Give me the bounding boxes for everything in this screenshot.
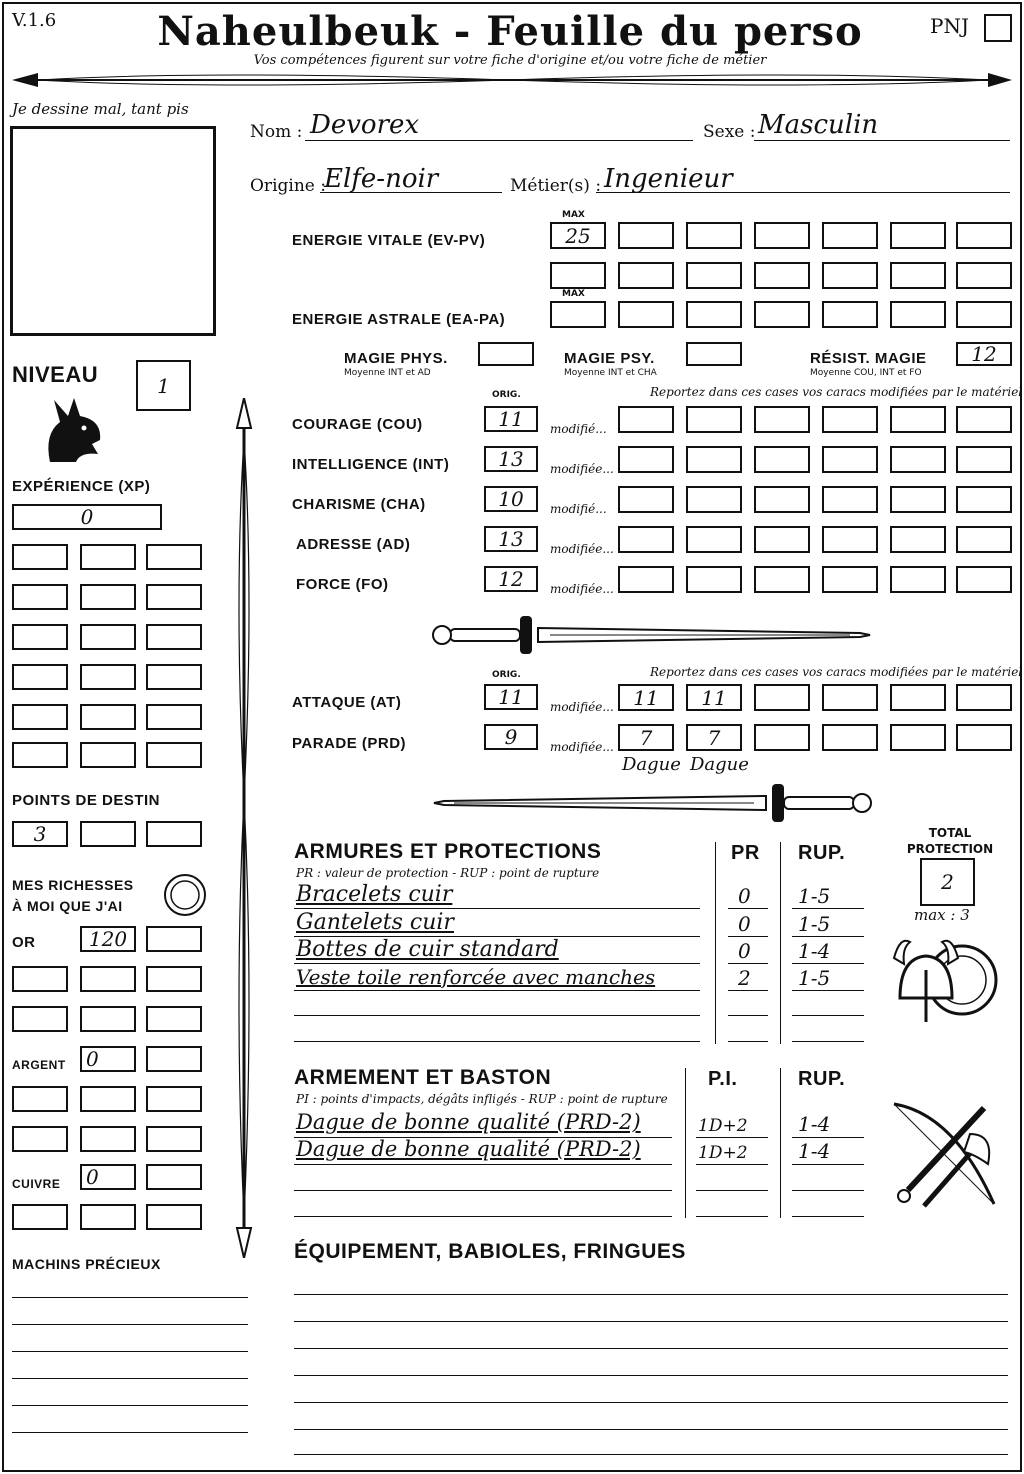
destiny-label: POINTS DE DESTIN: [12, 792, 161, 809]
stat-mod-box[interactable]: [618, 446, 674, 473]
weapon-item-name[interactable]: Dague de bonne qualité (PRD-2): [296, 1110, 641, 1134]
destiny-box[interactable]: [146, 821, 202, 847]
xp-grid-box[interactable]: [80, 544, 136, 570]
ev-box[interactable]: [822, 262, 878, 289]
level-box[interactable]: 1: [136, 360, 191, 411]
ev-label: ENERGIE VITALE (EV-PV): [292, 232, 486, 249]
combat-col2-note: Dague: [690, 754, 749, 775]
copper-box[interactable]: [80, 1204, 136, 1230]
armor-item-name[interactable]: Gantelets cuir: [296, 910, 454, 935]
stat-mod-box[interactable]: [618, 406, 674, 433]
spear-vertical-icon: [232, 398, 256, 1258]
silver-box[interactable]: [12, 1126, 68, 1152]
stat-mod-box[interactable]: [890, 486, 946, 513]
combat-mod-box[interactable]: [754, 724, 810, 751]
sword-icon: [430, 780, 874, 826]
treasures-label: MACHINS PRÉCIEUX: [12, 1256, 161, 1272]
npc-label: PNJ: [930, 14, 969, 38]
gold-box[interactable]: [12, 966, 68, 992]
equipment-line: [294, 1429, 1008, 1430]
xp-grid-box[interactable]: [80, 584, 136, 610]
xp-grid-box[interactable]: [12, 544, 68, 570]
armor-item-name[interactable]: Bracelets cuir: [296, 882, 453, 907]
combat-mod-box[interactable]: 7: [618, 724, 674, 751]
copper-box[interactable]: [12, 1204, 68, 1230]
silver-box[interactable]: [12, 1086, 68, 1112]
armor-item-rup[interactable]: 1-4: [798, 939, 831, 963]
combat-mod-box[interactable]: [956, 724, 1012, 751]
stat-mod-box[interactable]: [890, 526, 946, 553]
treasures-line: [12, 1324, 248, 1325]
ea-max-box[interactable]: [550, 301, 606, 328]
xp-grid-box[interactable]: [80, 664, 136, 690]
stat-orig-ad[interactable]: 13: [484, 526, 538, 552]
armor-line: [728, 1041, 768, 1042]
stats-orig-label: ORIG.: [492, 390, 521, 400]
gold-box[interactable]: [80, 966, 136, 992]
weapons-title: ARMEMENT ET BASTON: [294, 1066, 552, 1089]
stat-label-ad: ADRESSE (AD): [296, 536, 411, 553]
weapons-bundle-icon: [884, 1094, 1008, 1218]
combat-mod-at: modifiée...: [550, 700, 614, 714]
equipment-line: [294, 1321, 1008, 1322]
equipment-line: [294, 1454, 1008, 1455]
stat-mod-box[interactable]: [890, 566, 946, 593]
xp-grid-box[interactable]: [146, 624, 202, 650]
ev-box[interactable]: [956, 222, 1012, 249]
stat-mod-cha: modifié...: [550, 502, 607, 516]
gold-box[interactable]: [146, 1006, 202, 1032]
xp-grid-box[interactable]: [146, 664, 202, 690]
ev-box[interactable]: [686, 222, 742, 249]
stat-mod-box[interactable]: [822, 486, 878, 513]
name-label: Nom :: [250, 122, 303, 142]
armor-line: [294, 1041, 700, 1042]
job-value[interactable]: Ingenieur: [604, 164, 733, 194]
xp-grid-box[interactable]: [146, 742, 202, 768]
magic-resist-label: RÉSIST. MAGIE: [810, 350, 927, 367]
weapon-line: [696, 1137, 768, 1138]
ea-box[interactable]: [956, 301, 1012, 328]
combat-label-prd: PARADE (PRD): [292, 735, 407, 752]
sex-value[interactable]: Masculin: [758, 110, 879, 140]
armor-col-rup: RUP.: [798, 842, 846, 864]
weapons-note: PI : points d'impacts, dégâts infligés - RUP : point de rupture: [296, 1092, 668, 1106]
ev-box[interactable]: [754, 262, 810, 289]
armor-line: [294, 963, 700, 964]
combat-mod-box[interactable]: 11: [618, 684, 674, 711]
destiny-box[interactable]: 3: [12, 821, 68, 847]
weapon-line: [792, 1164, 864, 1165]
armor-line: [792, 990, 864, 991]
helmet-shield-icon: [890, 928, 1000, 1032]
job-label: Métier(s) :: [510, 176, 602, 196]
equipment-line: [294, 1294, 1008, 1295]
equipment-line: [294, 1375, 1008, 1376]
combat-orig-label: ORIG.: [492, 670, 521, 680]
treasures-line: [12, 1405, 248, 1406]
magic-phys-sub: Moyenne INT et AD: [344, 368, 431, 378]
weapon-item-pi[interactable]: 1D+2: [698, 1143, 748, 1163]
xp-grid-box[interactable]: [146, 704, 202, 730]
magic-psy-sub: Moyenne INT et CHA: [564, 368, 657, 378]
armor-line: [792, 1015, 864, 1016]
equipment-line: [294, 1402, 1008, 1403]
ev-box[interactable]: [822, 222, 878, 249]
weapons-col-pi: P.I.: [708, 1068, 738, 1090]
gold-box[interactable]: [146, 926, 202, 952]
page-title: Naheulbeuk - Feuille du perso: [157, 8, 863, 55]
armor-item-pr[interactable]: 2: [738, 966, 751, 990]
gold-box[interactable]: 120: [80, 926, 136, 952]
armor-line: [294, 1015, 700, 1016]
silver-label: ARGENT: [12, 1058, 66, 1072]
ev-box[interactable]: [890, 222, 946, 249]
magic-phys-label: MAGIE PHYS.: [344, 350, 448, 367]
armor-line: [728, 990, 768, 991]
version-label: V.1.6: [12, 10, 57, 31]
sex-label: Sexe :: [703, 122, 756, 142]
stat-label-cha: CHARISME (CHA): [292, 496, 426, 513]
armor-line: [792, 1041, 864, 1042]
armor-item-rup[interactable]: 1-5: [798, 966, 831, 990]
stat-mod-box[interactable]: [956, 526, 1012, 553]
ev-box[interactable]: [956, 262, 1012, 289]
armor-item-pr[interactable]: 0: [738, 939, 751, 963]
stat-orig-int[interactable]: 13: [484, 446, 538, 472]
name-value[interactable]: Devorex: [310, 110, 420, 140]
silver-box[interactable]: [146, 1126, 202, 1152]
weapon-line: [294, 1164, 672, 1165]
destiny-box[interactable]: [80, 821, 136, 847]
stat-label-cou: COURAGE (COU): [292, 416, 423, 433]
armor-col-divider: [780, 842, 781, 1044]
gold-box[interactable]: [12, 1006, 68, 1032]
gold-box[interactable]: [80, 1006, 136, 1032]
combat-mod-prd: modifiée...: [550, 740, 614, 754]
armor-note: PR : valeur de protection - RUP : point de rupture: [296, 866, 600, 880]
magic-phys-box[interactable]: [478, 342, 534, 366]
armor-item-rup[interactable]: 1-5: [798, 884, 831, 908]
stat-mod-box[interactable]: [618, 486, 674, 513]
stat-mod-box[interactable]: [754, 446, 810, 473]
xp-grid-box[interactable]: [80, 704, 136, 730]
stat-mod-fo: modifiée...: [550, 582, 614, 596]
stat-mod-ad: modifiée...: [550, 542, 614, 556]
copper-box[interactable]: [146, 1164, 202, 1190]
stat-mod-box[interactable]: [822, 526, 878, 553]
weapon-line: [792, 1190, 864, 1191]
total-protection-max: max : 3: [914, 906, 970, 924]
stat-mod-box[interactable]: [686, 486, 742, 513]
treasures-line: [12, 1351, 248, 1352]
combat-col1-note: Dague: [622, 754, 681, 775]
stat-mod-box[interactable]: [754, 406, 810, 433]
ev-box[interactable]: [890, 262, 946, 289]
armor-col-divider: [715, 842, 716, 1044]
silver-box[interactable]: [146, 1086, 202, 1112]
weapon-line: [792, 1216, 864, 1217]
weapon-line: [696, 1190, 768, 1191]
armor-line: [728, 936, 768, 937]
stat-label-fo: FORCE (FO): [296, 576, 389, 593]
combat-mod-box[interactable]: [754, 684, 810, 711]
xp-label: EXPÉRIENCE (XP): [12, 478, 151, 495]
stat-mod-box[interactable]: [618, 566, 674, 593]
weapons-col-divider: [685, 1068, 686, 1218]
silver-box[interactable]: [80, 1126, 136, 1152]
xp-grid-box[interactable]: [12, 584, 68, 610]
stat-mod-box[interactable]: [754, 486, 810, 513]
stat-mod-box[interactable]: [956, 446, 1012, 473]
origin-value[interactable]: Elfe-noir: [324, 164, 439, 194]
stat-orig-cha[interactable]: 10: [484, 486, 538, 512]
stat-mod-box[interactable]: [686, 526, 742, 553]
copper-label: CUIVRE: [12, 1177, 61, 1191]
xp-grid-box[interactable]: [146, 584, 202, 610]
armor-line: [294, 990, 700, 991]
combat-label-at: ATTAQUE (AT): [292, 694, 402, 711]
silver-box[interactable]: [146, 1046, 202, 1072]
ev-max-label: MAX: [562, 210, 585, 220]
stat-mod-box[interactable]: [890, 446, 946, 473]
weapon-item-name[interactable]: Dague de bonne qualité (PRD-2): [296, 1137, 641, 1161]
armor-item-rup[interactable]: 1-5: [798, 912, 831, 936]
ev-box[interactable]: [618, 262, 674, 289]
magic-psy-box[interactable]: [686, 342, 742, 366]
combat-mod-box[interactable]: 11: [686, 684, 742, 711]
silver-box[interactable]: [80, 1086, 136, 1112]
weapon-line: [696, 1164, 768, 1165]
armor-col-pr: PR: [731, 842, 760, 864]
stat-mod-box[interactable]: [822, 446, 878, 473]
ea-box[interactable]: [890, 301, 946, 328]
wealth-label-1: MES RICHESSES: [12, 877, 134, 893]
armor-line: [728, 908, 768, 909]
weapon-line: [294, 1216, 672, 1217]
xp-grid-box[interactable]: [146, 544, 202, 570]
ea-label: ENERGIE ASTRALE (EA-PA): [292, 311, 506, 328]
stat-mod-box[interactable]: [822, 406, 878, 433]
ea-box[interactable]: [754, 301, 810, 328]
total-protection-label-2: PROTECTION: [906, 842, 994, 856]
combat-orig-prd[interactable]: 9: [484, 724, 538, 750]
xp-grid-box[interactable]: [80, 624, 136, 650]
portrait-label: Je dessine mal, tant pis: [12, 100, 189, 118]
level-label: NIVEAU: [12, 362, 99, 387]
stat-mod-box[interactable]: [956, 486, 1012, 513]
ev-box[interactable]: [686, 262, 742, 289]
xp-grid-box[interactable]: [80, 742, 136, 768]
stat-mod-box[interactable]: [754, 526, 810, 553]
magic-psy-label: MAGIE PSY.: [564, 350, 655, 367]
stat-mod-box[interactable]: [822, 566, 878, 593]
portrait-box[interactable]: [10, 126, 216, 336]
combat-orig-at[interactable]: 11: [484, 684, 538, 710]
xp-grid-box[interactable]: [12, 704, 68, 730]
weapons-col-rup: RUP.: [798, 1068, 846, 1090]
stats-report-note: Reportez dans ces cases vos caracs modifiées par le matériel: [650, 385, 1023, 399]
armor-line: [728, 963, 768, 964]
weapons-col-divider: [780, 1068, 781, 1218]
armor-line: [728, 1015, 768, 1016]
combat-mod-box[interactable]: 7: [686, 724, 742, 751]
name-line: [305, 140, 693, 141]
combat-mod-box[interactable]: [822, 684, 878, 711]
armor-line: [294, 908, 700, 909]
combat-mod-box[interactable]: [890, 724, 946, 751]
spear-divider-icon: [8, 68, 1016, 92]
armor-item-name[interactable]: Veste toile renforcée avec manches: [296, 965, 656, 989]
weapon-line: [792, 1137, 864, 1138]
dragon-icon: [40, 394, 108, 466]
armor-line: [792, 908, 864, 909]
armor-item-pr[interactable]: 0: [738, 912, 751, 936]
xp-grid-box[interactable]: [12, 664, 68, 690]
armor-item-pr[interactable]: 0: [738, 884, 751, 908]
ev-max-box[interactable]: 25: [550, 222, 606, 249]
gold-label: OR: [12, 934, 36, 951]
silver-box[interactable]: 0: [80, 1046, 136, 1072]
armor-item-name[interactable]: Bottes de cuir standard: [296, 937, 559, 962]
page-subtitle: Vos compétences figurent sur votre fiche d'origine et/ou votre fiche de métier: [253, 53, 767, 68]
ea-box[interactable]: [686, 301, 742, 328]
armor-title: ARMURES ET PROTECTIONS: [294, 840, 602, 863]
treasures-line: [12, 1378, 248, 1379]
stat-mod-box[interactable]: [754, 566, 810, 593]
total-protection-box[interactable]: 2: [920, 858, 975, 906]
origin-line: [320, 192, 502, 193]
job-line: [596, 192, 1010, 193]
gold-box[interactable]: [146, 966, 202, 992]
coin-icon: [162, 872, 208, 918]
weapon-item-rup[interactable]: 1-4: [798, 1139, 831, 1163]
stat-mod-box[interactable]: [956, 406, 1012, 433]
sex-line: [754, 140, 1010, 141]
stat-mod-int: modifiée...: [550, 462, 614, 476]
xp-box[interactable]: 0: [12, 504, 162, 530]
equipment-title: ÉQUIPEMENT, BABIOLES, FRINGUES: [294, 1240, 686, 1263]
total-protection-label-1: TOTAL: [928, 826, 972, 840]
treasures-line: [12, 1297, 248, 1298]
armor-line: [792, 936, 864, 937]
copper-box[interactable]: 0: [80, 1164, 136, 1190]
stat-mod-box[interactable]: [618, 526, 674, 553]
equipment-line: [294, 1348, 1008, 1349]
combat-mod-box[interactable]: [890, 684, 946, 711]
stat-orig-cou[interactable]: 11: [484, 406, 538, 432]
weapon-item-rup[interactable]: 1-4: [798, 1112, 831, 1136]
xp-grid-box[interactable]: [12, 624, 68, 650]
stat-mod-box[interactable]: [890, 406, 946, 433]
sword-icon: [430, 612, 874, 658]
treasures-line: [12, 1432, 248, 1433]
ev-box[interactable]: [754, 222, 810, 249]
wealth-label-2: À MOI QUE J'AI: [12, 898, 123, 914]
npc-checkbox[interactable]: [984, 14, 1012, 42]
combat-mod-box[interactable]: [956, 684, 1012, 711]
stat-label-int: INTELLIGENCE (INT): [292, 456, 450, 473]
weapon-item-pi[interactable]: 1D+2: [698, 1116, 748, 1136]
ea-box[interactable]: [822, 301, 878, 328]
stat-mod-box[interactable]: [956, 566, 1012, 593]
ev-box[interactable]: [618, 222, 674, 249]
weapon-line: [696, 1216, 768, 1217]
weapon-line: [294, 1190, 672, 1191]
ev-box[interactable]: [550, 262, 606, 289]
stat-mod-box[interactable]: [686, 566, 742, 593]
combat-report-note: Reportez dans ces cases vos caracs modifiées par le matériel: [650, 665, 1023, 679]
stat-mod-box[interactable]: [686, 446, 742, 473]
stat-mod-cou: modifié...: [550, 422, 607, 436]
magic-resist-box[interactable]: 12: [956, 342, 1012, 366]
stat-mod-box[interactable]: [686, 406, 742, 433]
stat-orig-fo[interactable]: 12: [484, 566, 538, 592]
ea-max-label: MAX: [562, 289, 585, 299]
magic-resist-sub: Moyenne COU, INT et FO: [810, 368, 922, 378]
xp-grid-box[interactable]: [12, 742, 68, 768]
copper-box[interactable]: [146, 1204, 202, 1230]
armor-line: [792, 963, 864, 964]
ea-box[interactable]: [618, 301, 674, 328]
combat-mod-box[interactable]: [822, 724, 878, 751]
origin-label: Origine :: [250, 176, 326, 196]
